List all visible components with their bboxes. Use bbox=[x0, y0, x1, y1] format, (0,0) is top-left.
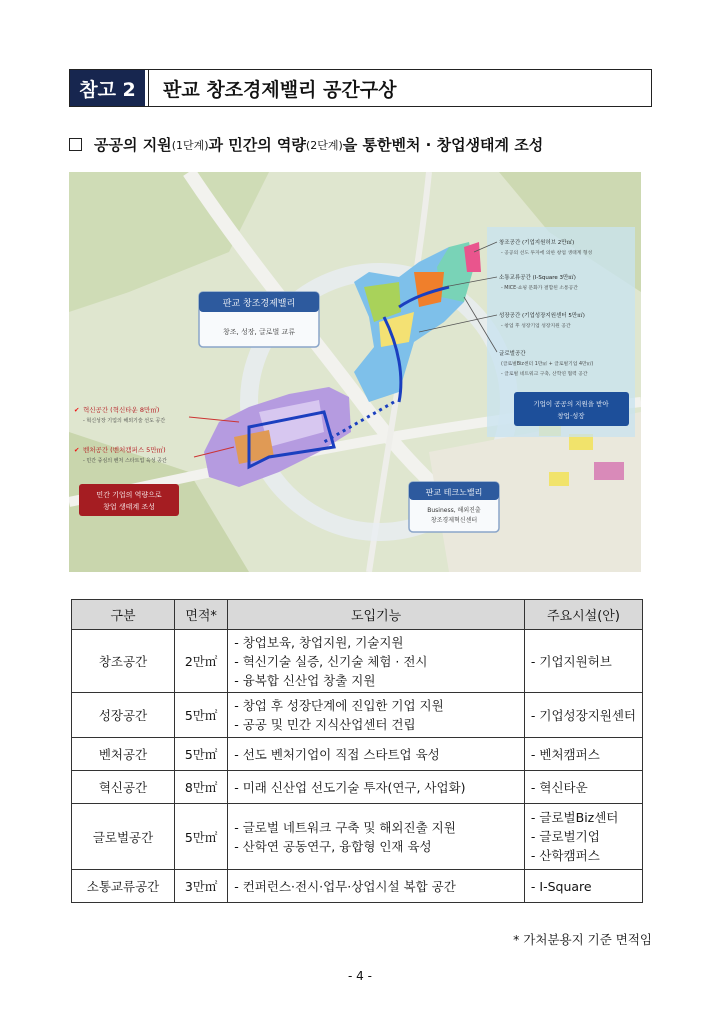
left-box-title: 판교 창조경제밸리 bbox=[222, 299, 296, 309]
facility-item: - I-Square bbox=[530, 878, 592, 894]
right-item-sub: - 글로벌 네트워크 구축, 산학연 협력 공간 bbox=[501, 372, 588, 377]
heading-part: 과 민간의 역량 bbox=[208, 136, 306, 154]
function-item: - 산학연 공동연구, 융합형 인재 육성 bbox=[234, 838, 432, 854]
row-facilities bbox=[524, 771, 642, 804]
row-area: 5만㎡ bbox=[175, 693, 228, 738]
row-name: 창조공간 bbox=[72, 630, 175, 693]
function-item: - 창업 후 성장단계에 진입한 기업 지원 bbox=[234, 698, 444, 713]
section-heading bbox=[69, 134, 669, 155]
parcel-pink bbox=[464, 242, 481, 272]
function-item: - 공공 및 민간 지식산업센터 건립 bbox=[234, 717, 416, 732]
page-title-box bbox=[69, 69, 652, 107]
check-icon: ✔ bbox=[74, 446, 80, 454]
right-item-sub: - 창업 후 성장기업 성장지원 공간 bbox=[501, 324, 571, 329]
facility-item: - 벤처캠퍼스 bbox=[530, 746, 600, 762]
table-row bbox=[72, 804, 643, 870]
table-row bbox=[72, 693, 643, 738]
col-header: 구분 bbox=[72, 600, 175, 630]
site-map bbox=[69, 172, 641, 572]
left-box-sub: 창조, 성장, 글로벌 교류 bbox=[223, 328, 295, 336]
left-item-title: 벤처공간 (벤처캠퍼스 5만㎡) bbox=[83, 446, 166, 454]
right-callout bbox=[514, 392, 629, 426]
col-header: 도입기능 bbox=[228, 600, 525, 630]
left-item-sub: - 혁신성장 기업의 해외기술 선도 공간 bbox=[83, 418, 166, 424]
space-plan-table bbox=[71, 599, 643, 903]
function-item: - 글로벌 네트워크 구축 및 해외진출 지원 bbox=[234, 819, 456, 835]
row-area: 2만㎡ bbox=[175, 630, 228, 693]
row-name: 소통교류공간 bbox=[72, 870, 175, 903]
row-functions bbox=[228, 771, 525, 804]
heading-part: 공공의 지원 bbox=[94, 136, 172, 154]
row-name: 벤처공간 bbox=[72, 738, 175, 771]
function-item: - 혁신기술 실증, 신기술 체험 · 전시 bbox=[234, 653, 428, 669]
table-row bbox=[72, 870, 643, 903]
right-item-sub: - MICE·쇼핑 문화가 결합된 소통공간 bbox=[501, 286, 578, 291]
right-item-sub: - 공공의 선도 투자에 의한 창업 생태계 형성 bbox=[501, 251, 593, 256]
right-item-title: 글로벌공간 bbox=[499, 351, 526, 357]
row-functions bbox=[228, 870, 525, 903]
right-callout-line: 기업이 공공의 지원을 받아 bbox=[533, 400, 609, 408]
left-callout-line: 민간 기업의 역량으로 bbox=[96, 491, 162, 499]
block bbox=[594, 462, 624, 480]
row-facilities bbox=[524, 870, 642, 903]
function-item: - 융복합 신산업 창출 지원 bbox=[234, 672, 376, 688]
bottom-info-box bbox=[409, 482, 499, 532]
row-facilities bbox=[524, 804, 642, 870]
row-area: 5만㎡ bbox=[175, 738, 228, 771]
row-functions bbox=[228, 804, 525, 870]
row-functions bbox=[228, 693, 525, 738]
table-row bbox=[72, 771, 643, 804]
row-facilities bbox=[524, 630, 642, 693]
col-header: 주요시설(안) bbox=[524, 600, 642, 630]
function-item: - 선도 벤처기업이 직접 스타트업 육성 bbox=[234, 746, 440, 762]
function-item: - 창업보육, 창업지원, 기술지원 bbox=[234, 634, 404, 650]
check-icon: ✔ bbox=[74, 406, 80, 414]
block bbox=[549, 472, 569, 486]
footnote: * 가처분용지 기준 면적임 bbox=[513, 932, 652, 947]
right-item-title: 성장공간 (기업성장지원센터 5만㎡) bbox=[499, 313, 585, 319]
row-functions bbox=[228, 738, 525, 771]
reference-tag: 참고 2 bbox=[70, 70, 145, 106]
function-item: - 미래 신산업 선도기술 투자(연구, 사업화) bbox=[234, 779, 466, 795]
row-name: 성장공간 bbox=[72, 693, 175, 738]
checkbox-icon bbox=[69, 138, 82, 151]
heading-part: (1단계) bbox=[171, 138, 209, 152]
left-info-box bbox=[199, 292, 319, 347]
row-name: 글로벌공간 bbox=[72, 804, 175, 870]
left-item-title: 혁신공간 (혁신타운 8만㎡) bbox=[83, 406, 160, 414]
page-number: - 4 - bbox=[348, 969, 372, 983]
heading-part: 벤처 · 창업생태계 조성 bbox=[391, 136, 544, 154]
right-item-title: 창조공간 (기업지원허브 2만㎡) bbox=[499, 240, 575, 246]
heading-part: 을 통한 bbox=[342, 136, 392, 154]
left-item-sub: - 민간 중심의 벤처 스타트업 육성 공간 bbox=[83, 458, 167, 464]
table-header-row bbox=[72, 600, 643, 630]
function-item: - 컨퍼런스·전시·업무·상업시설 복합 공간 bbox=[234, 878, 456, 894]
table-row bbox=[72, 738, 643, 771]
right-item-sub: (글로벌Biz센터 1만㎡ + 글로벌기업 4만㎡) bbox=[501, 362, 594, 367]
bottom-box-title: 판교 테크노밸리 bbox=[425, 488, 483, 497]
right-item-title: 소통교류공간 (I-Square 3만㎡) bbox=[499, 275, 576, 281]
row-functions bbox=[228, 630, 525, 693]
table-row bbox=[72, 630, 643, 693]
left-callout-line: 창업 생태계 조성 bbox=[103, 503, 155, 511]
facility-item: - 혁신타운 bbox=[530, 779, 588, 795]
bottom-box-sub: Business, 해외진출 bbox=[427, 507, 481, 514]
right-callout-line: 창업·성장 bbox=[557, 412, 585, 420]
facility-item: - 기업성장지원센터 bbox=[530, 707, 636, 723]
left-callout bbox=[79, 484, 179, 516]
row-area: 8만㎡ bbox=[175, 771, 228, 804]
row-facilities bbox=[524, 738, 642, 771]
facility-item: - 산학캠퍼스 bbox=[530, 848, 600, 863]
facility-item: - 글로벌기업 bbox=[530, 829, 600, 844]
heading-part: (2단계) bbox=[305, 138, 343, 152]
facility-item: - 글로벌Biz센터 bbox=[530, 810, 619, 825]
row-area: 3만㎡ bbox=[175, 870, 228, 903]
col-header: 면적* bbox=[175, 600, 228, 630]
facility-item: - 기업지원허브 bbox=[530, 653, 612, 669]
row-facilities bbox=[524, 693, 642, 738]
row-name: 혁신공간 bbox=[72, 771, 175, 804]
page-title: 판교 창조경제밸리 공간구상 bbox=[163, 78, 397, 101]
bottom-box-sub: 창조경제혁신센터 bbox=[430, 517, 478, 524]
row-area: 5만㎡ bbox=[175, 804, 228, 870]
